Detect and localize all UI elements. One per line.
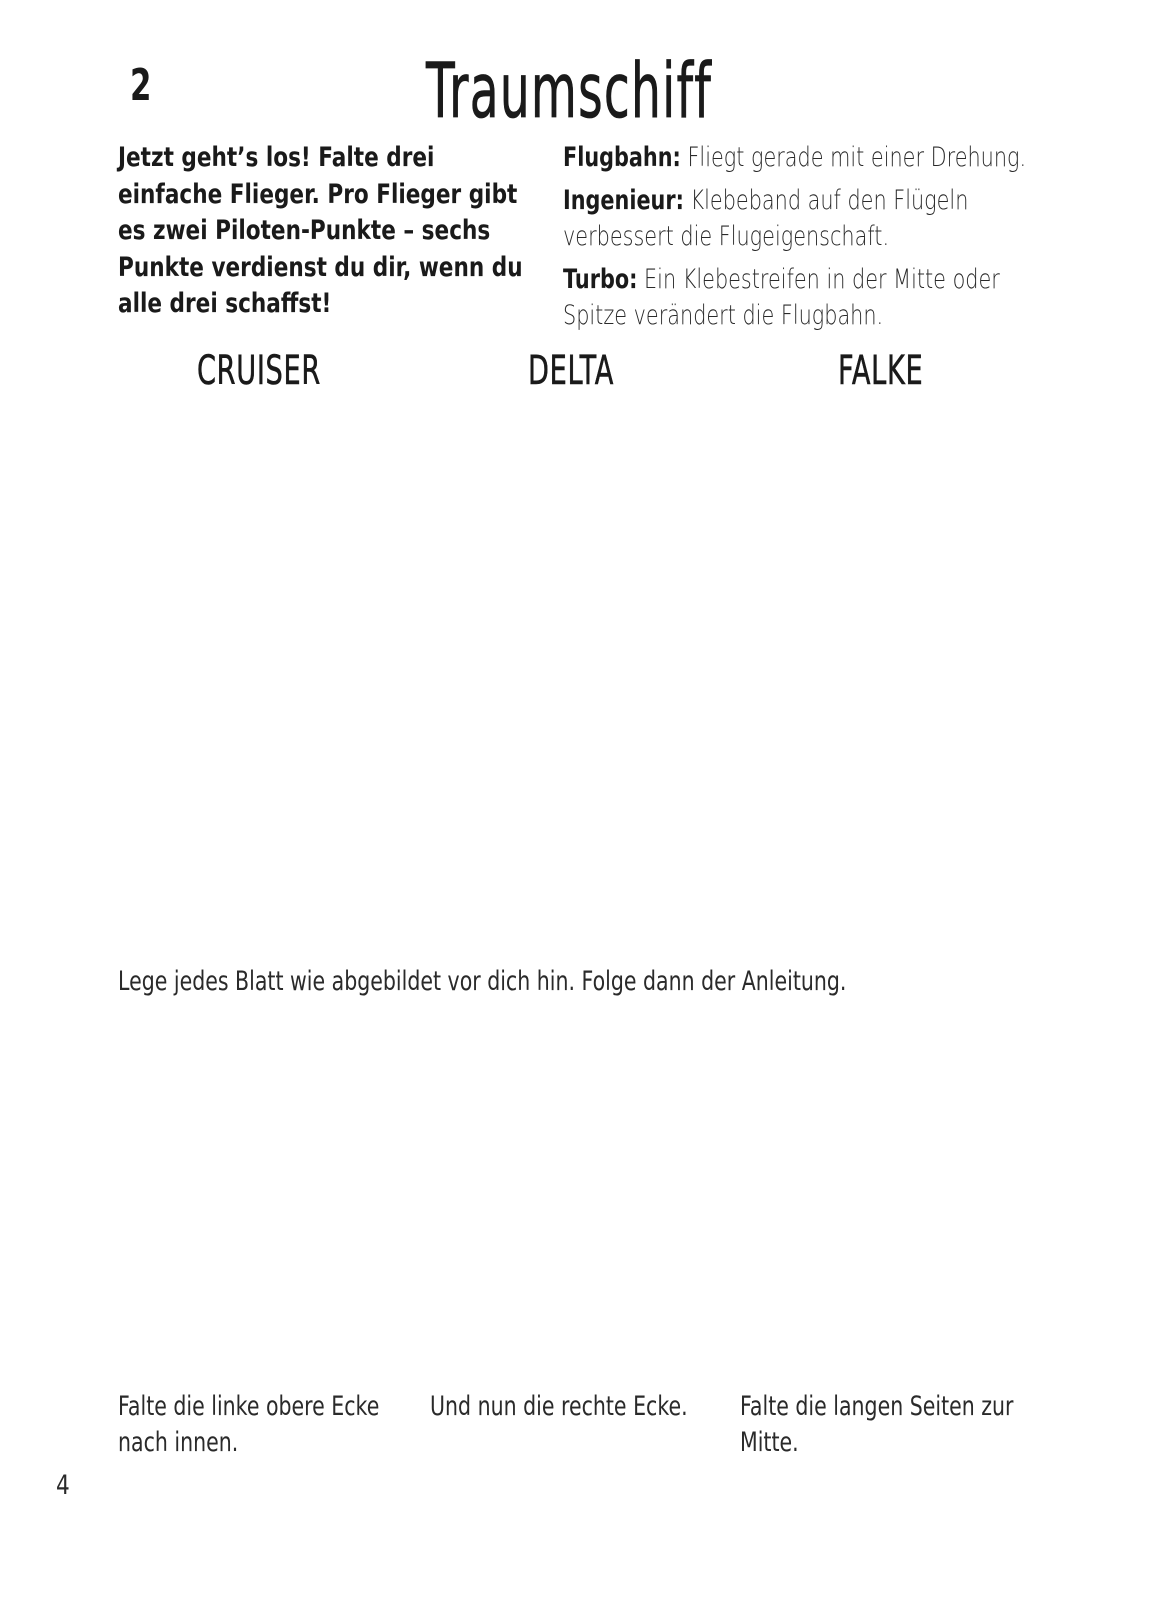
tip-turbo bbox=[563, 262, 1025, 334]
tip-label: Turbo: bbox=[563, 264, 638, 295]
page-number: 4 bbox=[56, 1470, 70, 1501]
folding-instruction: Lege jedes Blatt wie abgebildet vor dich hin. Folge dann der Anleitung. bbox=[118, 966, 847, 997]
tip-text: Ein Klebestreifen in der Mitte oder Spitze verändert die Flugbahn. bbox=[563, 264, 1000, 331]
intro-text: Jetzt geht’s los! Falte drei einfache Flieger. Pro Flieger gibt es zwei Piloten-Punkte – sechs Punkte verdienst du dir, wenn du alle drei schaffst! bbox=[118, 142, 523, 319]
chapter-number: 2 bbox=[130, 60, 153, 111]
model-label-falke: FALKE bbox=[838, 348, 924, 394]
tip-text: Klebeband auf den Flügeln verbessert die Flugeigenschaft. bbox=[563, 185, 969, 252]
model-label-cruiser: CRUISER bbox=[197, 348, 321, 394]
tip-ingenieur bbox=[563, 183, 994, 255]
page-title: Traumschiff bbox=[426, 46, 713, 135]
tip-text: Fliegt gerade mit einer Drehung. bbox=[680, 142, 1027, 173]
tip-label: Flugbahn: bbox=[563, 142, 681, 173]
tips-block bbox=[563, 140, 1040, 341]
tip-label: Ingenieur: bbox=[563, 185, 684, 216]
step-text-3: Falte die langen Seiten zur Mitte. bbox=[740, 1391, 1014, 1458]
model-label-delta: DELTA bbox=[528, 348, 615, 394]
tip-flugbahn bbox=[563, 140, 1040, 176]
step-text-1: Falte die linke obere Ecke nach innen. bbox=[118, 1391, 380, 1458]
step-text-2: Und nun die rechte Ecke. bbox=[430, 1391, 688, 1422]
